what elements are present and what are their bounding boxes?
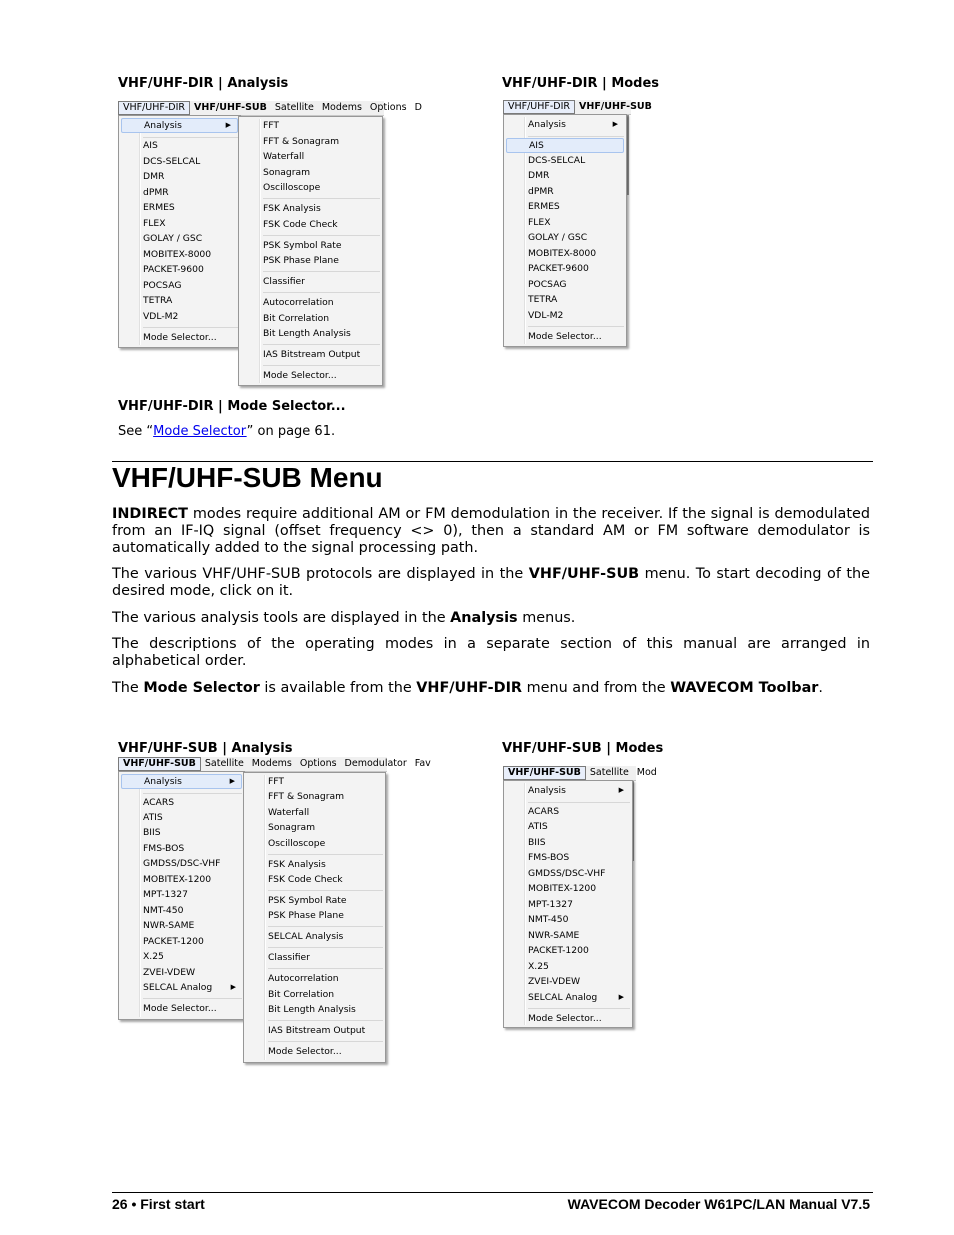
submenu-item-fsk-analysis[interactable]: FSK Analysis	[263, 203, 321, 214]
submenu-arrow-icon: ▶	[618, 993, 624, 1001]
submenu-item-mode-selector[interactable]: Mode Selector...	[263, 370, 337, 381]
menu-item-analysis[interactable]	[121, 118, 238, 133]
menu-item-label: Analysis	[528, 785, 566, 796]
submenu-item-classifier[interactable]: Classifier	[263, 276, 305, 287]
menu-item-analysis[interactable]	[506, 117, 624, 132]
menubar-item-modems[interactable]: Modems	[251, 758, 292, 769]
menu-item-mode-selector[interactable]: Mode Selector...	[143, 1003, 217, 1014]
menu-separator	[263, 271, 380, 272]
paragraph-mode-selector	[112, 680, 870, 697]
menubar-item-mod[interactable]: Mod	[636, 767, 657, 778]
submenu-arrow-icon: ▶	[225, 121, 231, 129]
dropdown-menu-sub-modes	[503, 780, 633, 1028]
submenu-item-ias-bitstream-output[interactable]: IAS Bitstream Output	[263, 349, 361, 360]
menu-item-mode-selector[interactable]: Mode Selector...	[528, 1013, 602, 1024]
menu-separator	[268, 947, 383, 948]
paragraph-descriptions: The descriptions of the operating modes in a separate section of this manual are arranged in alphabetical order.	[112, 636, 870, 669]
submenu-analysis-sub	[243, 772, 386, 1063]
submenu-item-bit-correlation[interactable]: Bit Correlation	[268, 989, 335, 1000]
menu-item-analysis[interactable]	[121, 774, 242, 789]
menu-separator	[268, 854, 383, 855]
submenu-item-fsk-analysis[interactable]: FSK Analysis	[268, 859, 326, 870]
paragraph-analysis	[112, 610, 870, 627]
menu-item-golay-gsc[interactable]: GOLAY / GSC	[143, 233, 203, 244]
menu-item-vdl-m2[interactable]: VDL-M2	[528, 310, 564, 321]
submenu-item-oscilloscope[interactable]: Oscilloscope	[263, 182, 321, 193]
menu-item-mode-selector[interactable]: Mode Selector...	[528, 331, 602, 342]
menubar-item-vhf-uhf-dir[interactable]: VHF/UHF-DIR	[503, 100, 575, 114]
submenu-item-autocorrelation[interactable]: Autocorrelation	[263, 297, 334, 308]
menu-item-acars[interactable]: ACARS	[143, 797, 175, 808]
menu-item-packet-9600[interactable]: PACKET-9600	[528, 263, 589, 274]
menu-item-ais[interactable]: AIS	[506, 138, 624, 153]
menu-item-flex[interactable]: FLEX	[143, 218, 166, 229]
submenu-item-selcal-analysis[interactable]: SELCAL Analysis	[268, 931, 344, 942]
bold-term: VHF/UHF-DIR	[416, 680, 523, 696]
menu-separator	[528, 326, 624, 327]
menu-separator	[263, 344, 380, 345]
dropdown-menu-dir-modes	[503, 114, 627, 347]
menu-item-atis[interactable]: ATIS	[143, 812, 163, 823]
menu-separator	[263, 292, 380, 293]
menu-separator	[263, 365, 380, 366]
mode-selector-link[interactable]: Mode Selector	[153, 424, 247, 439]
menu-item-label: Analysis	[144, 776, 182, 787]
menu-item-pocsag[interactable]: POCSAG	[528, 279, 567, 290]
submenu-item-fsk-code-check[interactable]: FSK Code Check	[268, 874, 343, 885]
dropdown-menu-dir	[118, 115, 241, 348]
menu-item-biis[interactable]: BIIS	[528, 837, 546, 848]
menu-item-ermes[interactable]: ERMES	[143, 202, 175, 213]
submenu-item-autocorrelation[interactable]: Autocorrelation	[268, 973, 339, 984]
paragraph-text: menus.	[517, 610, 576, 626]
window-edge	[627, 115, 629, 195]
menu-separator	[143, 998, 242, 999]
submenu-item-bit-length-analysis[interactable]: Bit Length Analysis	[263, 328, 351, 339]
menubar-item-modems[interactable]: Modems	[321, 102, 362, 113]
paragraph-indirect	[112, 506, 870, 557]
see-prefix: See “	[118, 424, 154, 439]
menubar-item-satellite[interactable]: Satellite	[274, 102, 314, 113]
paragraph-text: The	[112, 680, 144, 696]
submenu-item-ias-bitstream-output[interactable]: IAS Bitstream Output	[268, 1025, 366, 1036]
submenu-item-sonagram[interactable]: Sonagram	[268, 822, 316, 833]
menu-item-golay-gsc[interactable]: GOLAY / GSC	[528, 232, 588, 243]
paragraph-text: is available from the	[259, 680, 417, 696]
menu-item-ais[interactable]: AIS	[143, 140, 158, 151]
menu-item-dmr[interactable]: DMR	[143, 171, 165, 182]
menubar	[503, 100, 652, 115]
footer-rule	[112, 1192, 873, 1193]
menubar-item-d[interactable]: D	[414, 102, 422, 113]
menu-item-dcs-selcal[interactable]: DCS-SELCAL	[143, 156, 201, 167]
paragraph-text: menu and from the	[522, 680, 671, 696]
submenu-item-waterfall[interactable]: Waterfall	[263, 151, 305, 162]
menu-item-fms-bos[interactable]: FMS-BOS	[528, 852, 570, 863]
see-suffix: ” on page 61.	[246, 424, 336, 439]
menubar-item-vhf-uhf-sub[interactable]: VHF/UHF-SUB	[118, 757, 201, 771]
paragraph-text: menu. To start decoding of the desired mode, click on it.	[112, 566, 870, 599]
menu-item-gmdss-dsc-vhf[interactable]: GMDSS/DSC-VHF	[143, 858, 221, 869]
menubar	[118, 101, 422, 116]
menu-separator	[263, 235, 380, 236]
bold-term: Mode Selector	[143, 680, 260, 696]
submenu-item-psk-symbol-rate[interactable]: PSK Symbol Rate	[263, 240, 342, 251]
menu-separator	[528, 1008, 630, 1009]
menu-item-selcal-analog[interactable]	[121, 980, 242, 995]
menu-item-pocsag[interactable]: POCSAG	[143, 280, 182, 291]
submenu-arrow-icon: ▶	[612, 120, 618, 128]
menu-separator	[268, 890, 383, 891]
submenu-item-mode-selector[interactable]: Mode Selector...	[268, 1046, 342, 1057]
menu-item-analysis[interactable]	[506, 783, 630, 798]
submenu-item-psk-symbol-rate[interactable]: PSK Symbol Rate	[268, 895, 347, 906]
menu-item-packet-9600[interactable]: PACKET-9600	[143, 264, 204, 275]
menu-separator	[143, 327, 238, 328]
bold-term: VHF/UHF-SUB	[528, 566, 640, 582]
menubar-item-vhf-uhf-sub[interactable]: VHF/UHF-SUB	[503, 766, 586, 780]
menu-item-mpt-1327[interactable]: MPT-1327	[528, 899, 573, 910]
bold-term: WAVECOM Toolbar	[670, 680, 819, 696]
menubar-item-vhf-uhf-sub[interactable]: VHF/UHF-SUB	[194, 102, 267, 113]
menu-separator	[268, 968, 383, 969]
paragraph-protocols	[112, 566, 870, 600]
menubar	[118, 757, 431, 772]
menu-item-dpmr[interactable]: dPMR	[143, 187, 169, 198]
menu-item-label: SELCAL Analog	[143, 982, 213, 993]
bold-term: INDIRECT	[112, 506, 188, 522]
menu-item-zvei-vdew[interactable]: ZVEI-VDEW	[528, 976, 581, 987]
paragraph-text: The various analysis tools are displayed in the	[112, 610, 451, 626]
caption-dir-mode-selector: VHF/UHF-DIR | Mode Selector...	[118, 399, 346, 414]
menu-item-gmdss-dsc-vhf[interactable]: GMDSS/DSC-VHF	[528, 868, 606, 879]
submenu-item-waterfall[interactable]: Waterfall	[268, 807, 310, 818]
submenu-item-fsk-code-check[interactable]: FSK Code Check	[263, 219, 338, 230]
menubar-item-vhf-uhf-sub[interactable]: VHF/UHF-SUB	[579, 101, 652, 112]
submenu-item-fft-sonagram[interactable]: FFT & Sonagram	[263, 136, 340, 147]
menu-separator	[263, 198, 380, 199]
menu-item-nwr-same[interactable]: NWR-SAME	[143, 920, 195, 931]
menubar-item-options[interactable]: Options	[299, 758, 337, 769]
caption-sub-modes: VHF/UHF-SUB | Modes	[502, 741, 664, 756]
menu-item-mobitex-8000[interactable]: MOBITEX-8000	[143, 249, 212, 260]
menu-item-x25[interactable]: X.25	[143, 951, 164, 962]
submenu-arrow-icon: ▶	[229, 777, 235, 785]
menu-item-biis[interactable]: BIIS	[143, 827, 161, 838]
submenu-item-sonagram[interactable]: Sonagram	[263, 167, 311, 178]
menu-item-label: SELCAL Analog	[528, 992, 598, 1003]
menubar-item-vhf-uhf-dir[interactable]: VHF/UHF-DIR	[118, 101, 190, 115]
section-heading: VHF/UHF-SUB Menu	[112, 462, 383, 493]
menu-item-tetra[interactable]: TETRA	[143, 295, 173, 306]
submenu-arrow-icon: ▶	[230, 983, 236, 991]
menu-item-mobitex-1200[interactable]: MOBITEX-1200	[528, 883, 597, 894]
menu-item-nwr-same[interactable]: NWR-SAME	[528, 930, 580, 941]
menu-item-selcal-analog[interactable]	[506, 990, 630, 1005]
menu-item-dmr[interactable]: DMR	[528, 170, 550, 181]
menubar-item-satellite[interactable]: Satellite	[589, 767, 629, 778]
menu-item-x25[interactable]: X.25	[528, 961, 549, 972]
menu-separator	[143, 793, 242, 794]
footer-page-info: 26 • First start	[112, 1196, 205, 1212]
menu-item-label: Analysis	[528, 119, 566, 130]
menu-item-mode-selector[interactable]: Mode Selector...	[143, 332, 217, 343]
bold-term: Analysis	[450, 610, 518, 626]
submenu-item-psk-phase-plane[interactable]: PSK Phase Plane	[268, 910, 344, 921]
menu-item-label: Analysis	[144, 120, 182, 131]
submenu-item-fft[interactable]: FFT	[268, 776, 285, 787]
menubar-item-demodulator[interactable]: Demodulator	[344, 758, 407, 769]
menubar-item-fav[interactable]: Fav	[414, 758, 431, 769]
menu-item-flex[interactable]: FLEX	[528, 217, 551, 228]
submenu-item-classifier[interactable]: Classifier	[268, 952, 310, 963]
menu-item-zvei-vdew[interactable]: ZVEI-VDEW	[143, 967, 196, 978]
menu-item-dcs-selcal[interactable]: DCS-SELCAL	[528, 155, 586, 166]
paragraph-text: modes require additional AM or FM demodulation in the receiver. If the signal is demodulated from an IF-IQ signal (offset frequency <> 0), then a standard AM or FM software demodulator is automatically added to the signal processing path.	[112, 506, 870, 556]
submenu-item-bit-correlation[interactable]: Bit Correlation	[263, 313, 330, 324]
menubar-item-satellite[interactable]: Satellite	[204, 758, 244, 769]
caption-sub-analysis: VHF/UHF-SUB | Analysis	[118, 741, 293, 756]
menu-item-atis[interactable]: ATIS	[528, 821, 548, 832]
menu-item-acars[interactable]: ACARS	[528, 806, 560, 817]
submenu-item-bit-length-analysis[interactable]: Bit Length Analysis	[268, 1004, 356, 1015]
menu-item-ermes[interactable]: ERMES	[528, 201, 560, 212]
caption-dir-modes: VHF/UHF-DIR | Modes	[502, 76, 660, 91]
menu-item-dpmr[interactable]: dPMR	[528, 186, 554, 197]
submenu-item-fft-sonagram[interactable]: FFT & Sonagram	[268, 791, 345, 802]
submenu-item-fft[interactable]: FFT	[263, 120, 280, 131]
menu-item-mobitex-1200[interactable]: MOBITEX-1200	[143, 874, 212, 885]
menu-separator	[268, 926, 383, 927]
menu-item-nmt-450[interactable]: NMT-450	[528, 914, 569, 925]
menu-item-fms-bos[interactable]: FMS-BOS	[143, 843, 185, 854]
menu-item-vdl-m2[interactable]: VDL-M2	[143, 311, 179, 322]
see-reference	[118, 424, 335, 439]
menu-item-tetra[interactable]: TETRA	[528, 294, 558, 305]
menu-separator	[528, 136, 624, 137]
menu-item-mobitex-8000[interactable]: MOBITEX-8000	[528, 248, 597, 259]
menu-item-packet-1200[interactable]: PACKET-1200	[528, 945, 589, 956]
menu-separator	[268, 1020, 383, 1021]
footer-manual-title: WAVECOM Decoder W61PC/LAN Manual V7.5	[567, 1196, 870, 1212]
submenu-analysis-dir	[238, 116, 383, 386]
caption-dir-analysis: VHF/UHF-DIR | Analysis	[118, 76, 289, 91]
submenu-arrow-icon: ▶	[618, 786, 624, 794]
paragraph-text: The various VHF/UHF-SUB protocols are displayed in the	[112, 566, 529, 582]
menu-item-nmt-450[interactable]: NMT-450	[143, 905, 184, 916]
menu-separator	[528, 802, 630, 803]
menu-item-mpt-1327[interactable]: MPT-1327	[143, 889, 188, 900]
submenu-item-oscilloscope[interactable]: Oscilloscope	[268, 838, 326, 849]
menubar	[503, 766, 657, 781]
menu-separator	[268, 1041, 383, 1042]
dropdown-menu-sub	[118, 771, 245, 1020]
menubar-item-options[interactable]: Options	[369, 102, 407, 113]
submenu-item-psk-phase-plane[interactable]: PSK Phase Plane	[263, 255, 339, 266]
paragraph-text: .	[818, 680, 823, 696]
menu-item-packet-1200[interactable]: PACKET-1200	[143, 936, 204, 947]
